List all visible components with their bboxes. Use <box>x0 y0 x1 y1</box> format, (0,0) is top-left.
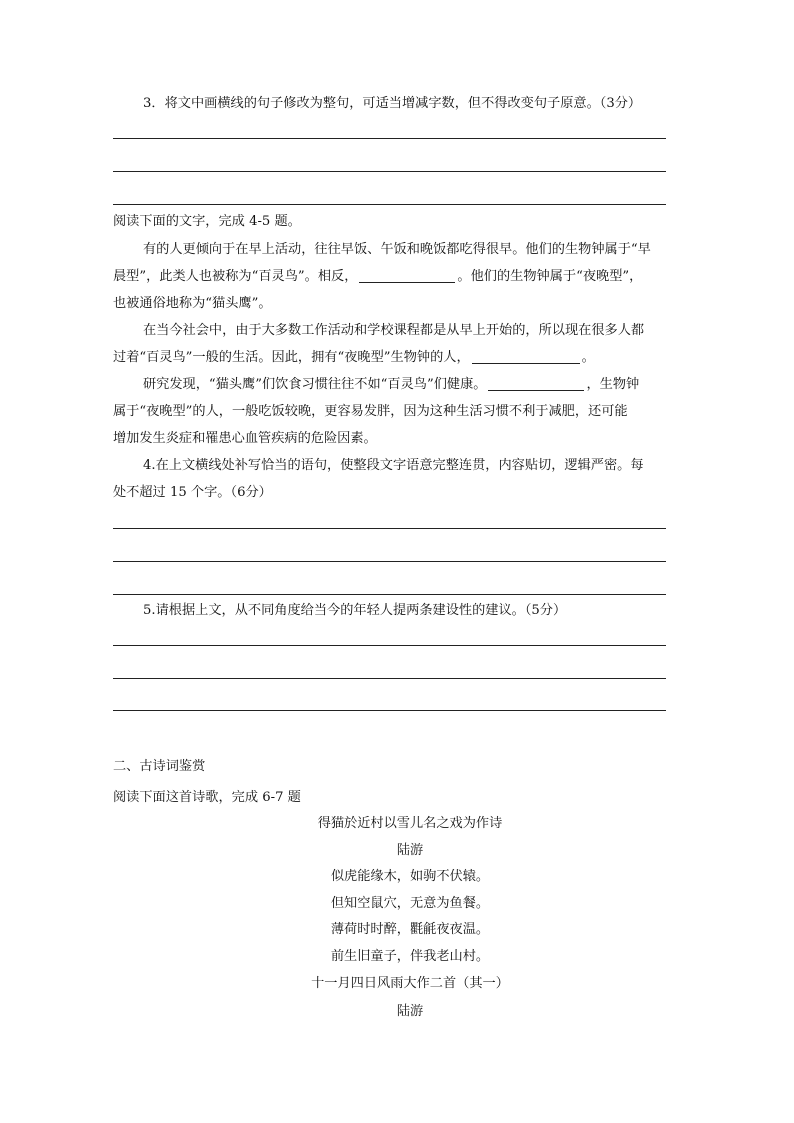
answer-line <box>113 138 666 139</box>
paragraph-1-line-2-part-a: 晨型”，此类人也被称为“百灵鸟”。相反， <box>113 269 358 284</box>
answer-line <box>113 171 666 172</box>
paragraph-3-line-1 <box>143 375 639 395</box>
paragraph-1-line-2-part-b: 。他们的生物钟属于“夜晚型”， <box>457 269 643 284</box>
paragraph-2-line-2-part-a: 过着“百灵鸟”一般的生活。因此，拥有“夜晚型”生物钟的人， <box>113 350 470 365</box>
paragraph-1-line-1: 有的人更倾向于在早上活动，往往早饭、午饭和晚饭都吃得很早。他们的生物钟属于“早 <box>143 242 651 257</box>
poem-1-line-2: 但知空鼠穴，无意为鱼餐。 <box>330 896 490 911</box>
paragraph-3-line-1-part-a: 研究发现，“猫头鹰”们饮食习惯往往不如“百灵鸟”们健康。 <box>143 377 487 392</box>
answer-line <box>113 204 666 205</box>
answer-line <box>113 528 666 529</box>
paragraph-2-line-2 <box>113 348 595 368</box>
paragraph-3-line-3: 增加发生炎症和罹患心血管疾病的危险因素。 <box>113 431 377 446</box>
poem-1-line-3: 薄荷时时醉，氍毹夜夜温。 <box>330 922 490 937</box>
answer-line <box>113 561 666 562</box>
paragraph-3-line-1-part-b: ，生物钟 <box>586 377 640 392</box>
paragraph-1-line-3: 也被通俗地称为“猫头鹰”。 <box>113 296 272 311</box>
poem-2-title: 十一月四日风雨大作二首（其一） <box>311 976 509 991</box>
fill-blank-1[interactable] <box>359 268 455 283</box>
answer-line <box>113 710 666 711</box>
answer-line <box>113 678 666 679</box>
paragraph-3-line-2: 属于“夜晚型”的人，一般吃饭较晚，更容易发胖，因为这种生活习惯不利于减肥，还可能 <box>113 404 628 419</box>
paragraph-2-line-1: 在当今社会中，由于大多数工作活动和学校课程都是从早上开始的，所以现在很多人都 <box>143 323 645 338</box>
poem-1-title: 得猫於近村以雪儿名之戏为作诗 <box>317 816 503 831</box>
question-5-text: 5.请根据上文，从不同角度给当今的年轻人提两条建设性的建议。（5分） <box>143 603 567 618</box>
question-4-line-1: 4.在上文横线处补写恰当的语句，使整段文字语意完整连贯，内容贴切，逻辑严密。每 <box>143 458 644 473</box>
fill-blank-3[interactable] <box>488 376 584 391</box>
section-2-intro: 阅读下面这首诗歌，完成 6-7 题 <box>113 790 301 805</box>
fill-blank-2[interactable] <box>472 349 580 364</box>
poem-1-line-1: 似虎能缘木，如驹不伏辕。 <box>330 869 490 884</box>
poem-1-line-4: 前生旧童子，伴我老山村。 <box>330 949 490 964</box>
paragraph-1-line-2 <box>113 267 642 287</box>
poem-1-author: 陆游 <box>396 843 424 858</box>
reading-intro-4-5: 阅读下面的文字，完成 4-5 题。 <box>113 214 301 229</box>
answer-line <box>113 594 666 595</box>
question-3-text: 3．将文中画横线的句子修改为整句，可适当增减字数，但不得改变句子原意。（3分） <box>143 96 642 111</box>
answer-line <box>113 645 666 646</box>
question-4-line-2: 处不超过 15 个字。（6分） <box>113 485 272 500</box>
section-2-heading: 二、古诗词鉴赏 <box>113 759 206 774</box>
poem-2-author: 陆游 <box>396 1004 424 1019</box>
paragraph-2-line-2-part-b: 。 <box>581 350 595 365</box>
